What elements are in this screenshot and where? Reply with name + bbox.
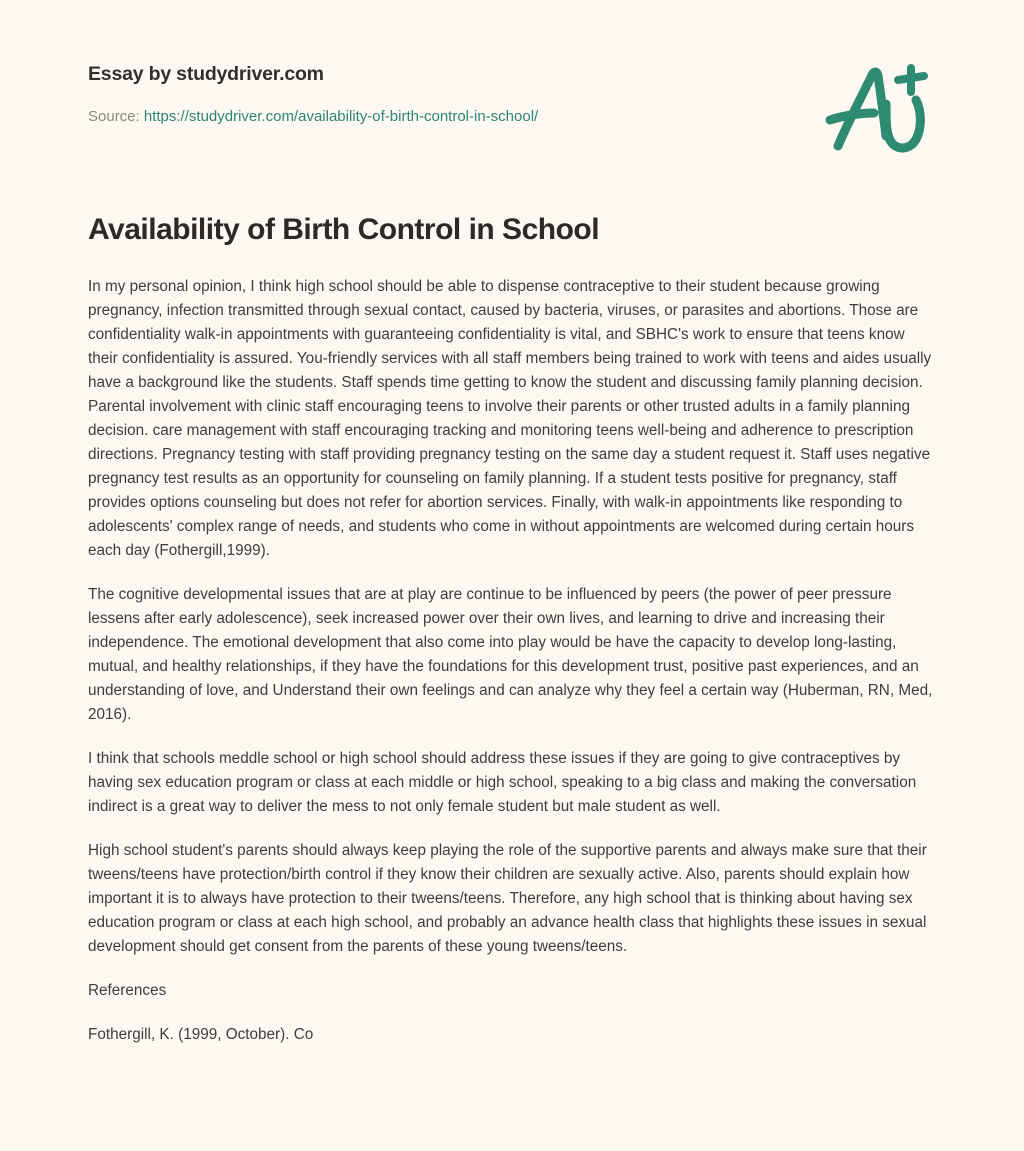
references-heading: References bbox=[88, 981, 167, 999]
body-paragraph: The cognitive developmental issues that are at play are continue to be influenced by peers (the power of peer pressure lessens after early adolescence), seek increased power over their own lives, and learning to drive and increasing their independence. The emotional development that also come into play would be have the capacity to develop long-lasting, mutual, and healthy relationships, if they have the foundations for this development trust, positive past experiences, and an understanding of love, and Understand their own feelings and can analyze why they feel a certain way (Huberman, RN, Med, 2016). bbox=[88, 585, 933, 723]
a-plus-logo-icon bbox=[816, 58, 936, 162]
source-url-link[interactable]: https://studydriver.com/availability-of-birth-control-in-school/ bbox=[143, 108, 539, 126]
source-line bbox=[88, 106, 936, 127]
body-paragraph: I think that schools meddle school or high school should address these issues if they are going to give contraceptives by having sex education program or class at each middle or high school, speaking to a big class and making the conversation indirect is a great way to deliver the mess to not only female student but male student as well. bbox=[88, 749, 917, 815]
source-label: Source: bbox=[88, 108, 140, 126]
body-paragraph: High school student's parents should always keep playing the role of the supportive parents and always make sure that their tweens/teens have protection/birth control if they know their children are sexually active. Also, parents should explain how important it is to always have protection to their tweens/teens. Therefore, any high school that is thinking about having sex education program or class at each high school, and probably an advance health class that highlights these issues in sexual development should get consent from the parents of these young tweens/teens. bbox=[88, 841, 927, 955]
reference-entry: Fothergill, K. (1999, October). Co bbox=[88, 1025, 314, 1043]
page-title: Availability of Birth Control in School bbox=[88, 213, 600, 247]
body-paragraph: In my personal opinion, I think high school should be able to dispense contraceptive to their student because growing pregnancy, infection transmitted through sexual contact, caused by bacteria, viruses, or parasites and abortions. Those are confidentiality walk-in appointments with guaranteeing confidentiality is vital, and SBHC's work to ensure that teens know their confidentiality is assured. You-friendly services with all staff members being trained to work with teens and aides usually have a background like the students. Staff spends time getting to know the student and discussing family planning decision. Parental involvement with clinic staff encouraging teens to involve their parents or other trusted adults in a family planning decision. care management with staff encouraging tracking and monitoring teens well-being and adherence to prescription directions. Pregnancy testing with staff providing pregnancy testing on the same day a student request it. Staff uses negative pregnancy test results as an opportunity for counseling on family planning. If a student tests positive for pregnancy, staff provides options counseling but does not refer for abortion services. Finally, with walk-in appointments like responding to adolescents' complex range of needs, and students who come in without appointments are welcomed during certain hours each day (Fothergill,1999). bbox=[88, 277, 932, 559]
document-body bbox=[88, 249, 938, 1047]
brand-title: Essay by studydriver.com bbox=[88, 63, 324, 85]
document-header bbox=[88, 0, 936, 127]
